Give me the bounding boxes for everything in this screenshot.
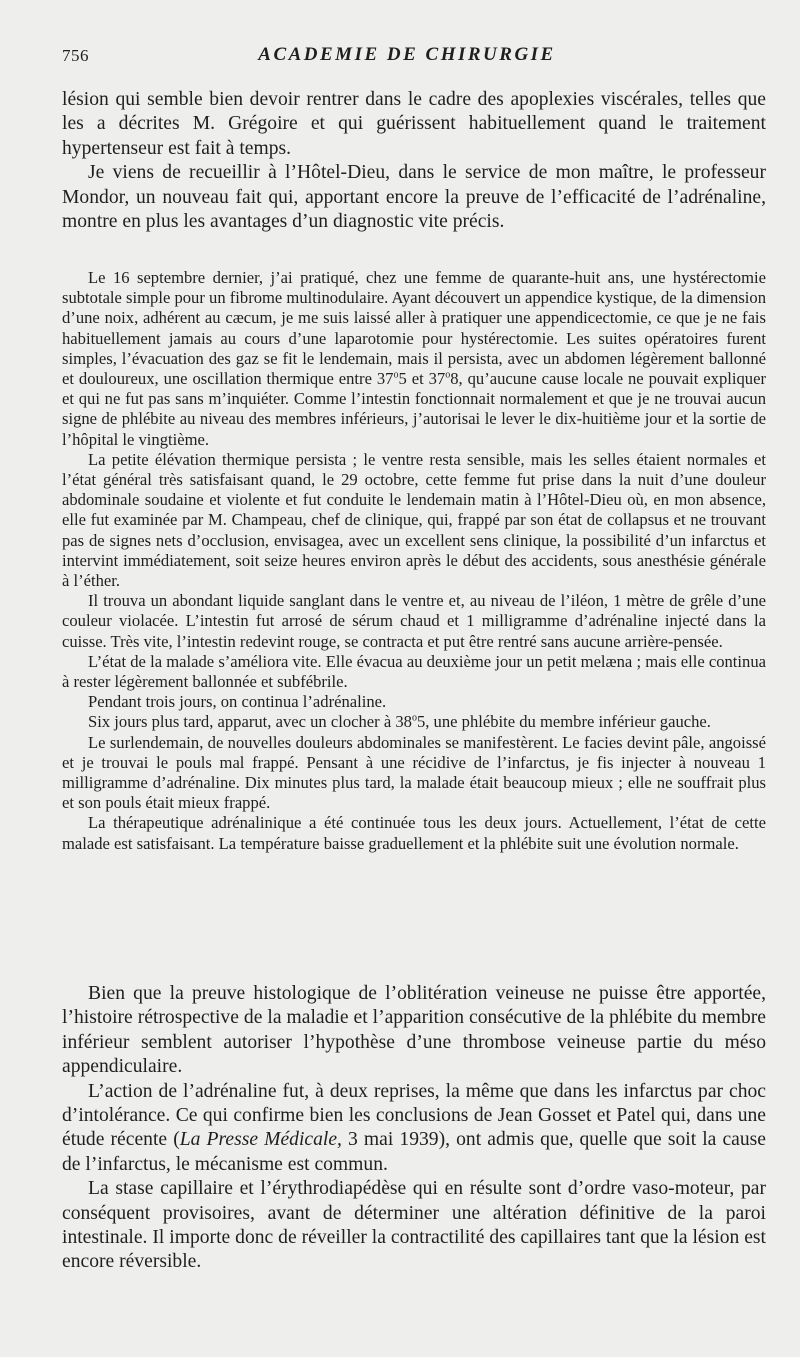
case-paragraph: Il trouva un abondant liquide sanglant dans le ventre et, au niveau de l’iléon, 1 mètre de grêle d’une couleur violacée. L’intestin fut arrosé de sérum chaud et 1 milligramme d’adrénaline injecté dans la cuisse. Très vite, l’intestin redevint rouge, se contracta et put être rentré sans aucune arrière-pensée.: [62, 591, 766, 651]
page-header: [62, 44, 752, 68]
intro-section: [62, 88, 766, 234]
conclusion-paragraph: La stase capillaire et l’érythrodiapédèse qui en résulte sont d’ordre vaso-moteur, par conséquent provisoires, avant de déterminer une altération définitive de la paroi intestinale. Il importe donc de réveiller la contractilité des capillaires tant que la lésion est encore réversible.: [62, 1178, 766, 1273]
intro-paragraph: lésion qui semble bien devoir rentrer dans le cadre des apoplexies viscérales, telles que les a décrites M. Grégoire et qui guérissent habituellement quand le traitement hypertenseur est fait à temps.: [62, 89, 766, 159]
case-paragraph: L’état de la malade s’améliora vite. Elle évacua au deuxième jour un petit melæna ; mais elle continua à rester légèrement ballonnée et subfébrile.: [62, 651, 766, 692]
case-paragraph: La thérapeutique adrénalinique a été continuée tous les deux jours. Actuellement, l’état de cette malade est satisfaisant. La température baisse graduellement et la phlébite suit une évolution normale.: [62, 813, 766, 853]
running-title: ACADEMIE DE CHIRURGIE: [258, 44, 556, 65]
case-paragraph: Le 16 septembre dernier, j’ai pratiqué, chez une femme de quarante-huit ans, une hystérectomie subtotale simple pour un fibrome multinodulaire. Ayant découvert un appendice kystique, de la dimension d’une noix, adhérent au cæcum, je me suis laissé aller à pratiquer une appendicectomie, ce que je ne fais habituellement jamais au cours d’une laparotomie pour hystérectomie. Les suites opératoires furent simples, l’évacuation des gaz se fit le lendemain, mais il persista, avec un abdomen légèrement ballonné et douloureux, une oscillation thermique entre 37$^o$5 et 37$^o$8, qu’aucune cause locale ne pouvait expliquer et qui ne fut pas sans m’inquiéter. Comme l’intestin fonctionnait normalement et que je ne trouvai aucun signe de phlébite au niveau des membres inférieurs, j’autorisai le lever le dix-huitième jour et la sortie de l’hôpital le vingtième.: [62, 268, 767, 449]
case-paragraph: Pendant trois jours, on continua l’adrénaline.: [88, 692, 387, 712]
case-paragraph: Le surlendemain, de nouvelles douleurs abdominales se manifestèrent. Le facies devint pâle, angoissé et je trouvai le pouls mal frappé. Pensant à une récidive de l’infarctus, je fis injecter à nouveau 1 milligramme d’adrénaline. Dix minutes plus tard, la malade était beaucoup mieux ; elle ne souffrait plus et son pouls était mieux frappé.: [62, 732, 766, 813]
case-paragraph: Six jours plus tard, apparut, avec un clocher à 38$^o$5, une phlébite du membre inférieur gauche.: [88, 712, 711, 732]
intro-paragraph: Je viens de recueillir à l’Hôtel-Dieu, dans le service de mon maître, le professeur Mondor, un nouveau fait qui, apportant encore la preuve de l’efficacité de l’adrénaline, montre en plus les avantages d’un diagnostic vite précis.: [62, 162, 766, 233]
case-paragraph: La petite élévation thermique persista ; le ventre resta sensible, mais les selles étaient normales et l’état général très satisfaisant quand, le 29 octobre, cette femme fut prise dans la nuit d’une douleur abdominale soudaine et violente et fut conduite le lendemain matin à l’Hôtel-Dieu où, en mon absence, elle fut examinée par M. Champeau, chef de clinique, qui, frappé par son état de collapsus et ne trouvant pas de signes nets d’occlusion, envisagea, avec un excellent sens clinique, la possibilité d’un infarctus et intervint immédiatement, soit seize heures environ après le début des accidents, sous anesthésie générale à l’éther.: [62, 449, 766, 591]
conclusion-paragraph: Bien que la preuve histologique de l’oblitération veineuse ne puisse être apportée, l’histoire rétrospective de la maladie et l’apparition consécutive de la phlébite du membre inférieur semblent autoriser l’hypothèse d’une thrombose veineuse partie du méso appendiculaire.: [62, 983, 766, 1078]
journal-title: La Presse Médicale,: [179, 1129, 342, 1151]
case-report: [62, 268, 766, 854]
page-number: 756: [62, 46, 89, 65]
conclusion-section: [62, 982, 766, 1275]
conclusion-paragraph: L’action de l’adrénaline fut, à deux reprises, la même que dans les infarctus par choc d’intolérance. Ce qui confirme bien les conclusions de Jean Gosset et Patel qui, dans une étude récente (La Presse Médicale, 3 mai 1939), ont admis que, quelle que soit la cause de l’infarctus, le mécanisme est commun.: [62, 1080, 766, 1175]
